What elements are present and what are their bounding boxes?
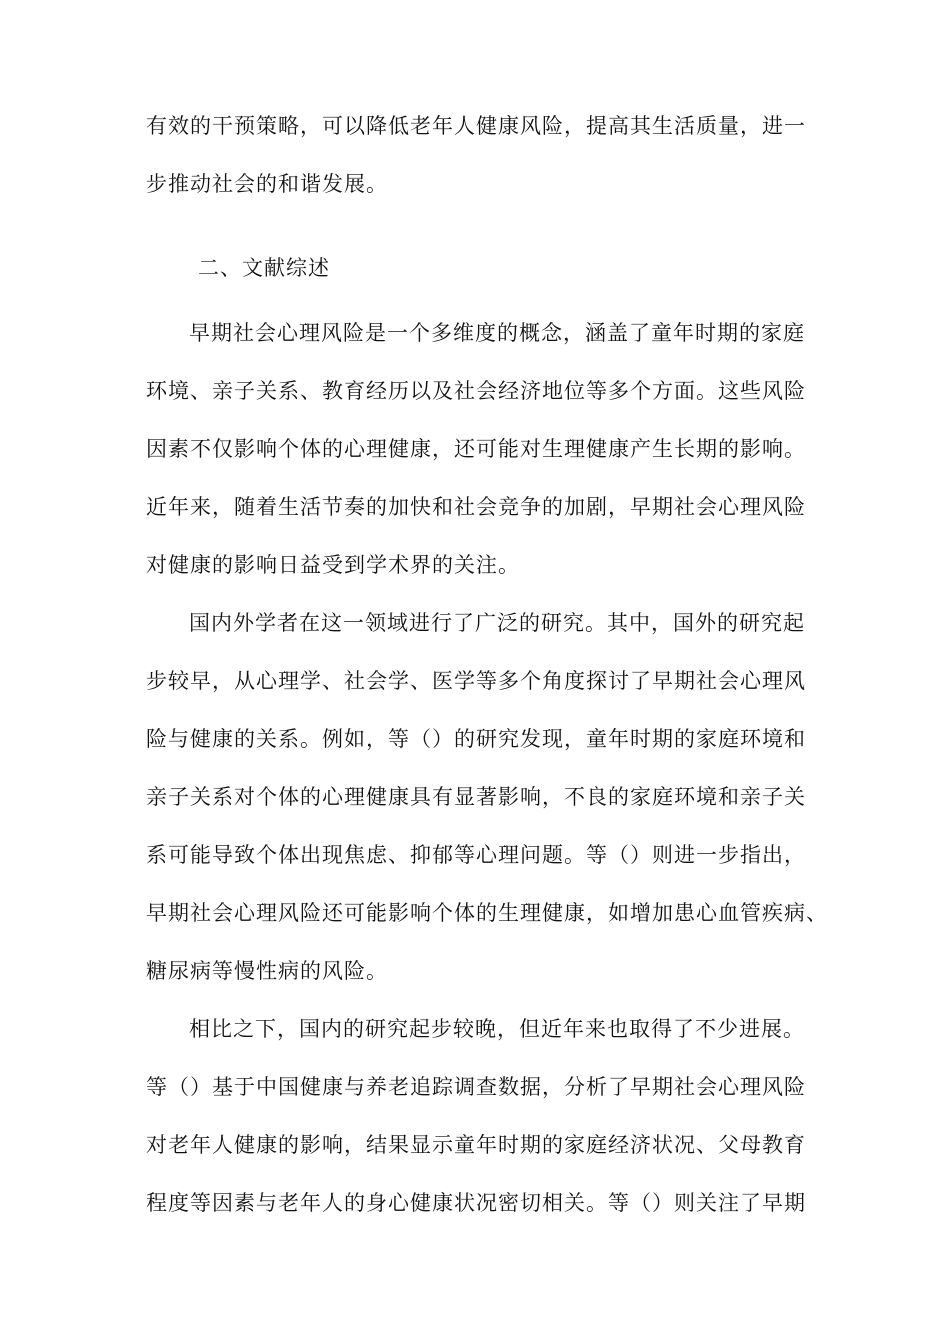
- text-line: 近年来，随着生活节奏的加快和社会竞争的加剧，早期社会心理风险: [146, 495, 806, 519]
- text-line: 程度等因素与老年人的身心健康状况密切相关。等（）则关注了早期: [146, 1191, 806, 1215]
- text-line: 险与健康的关系。例如，等（）的研究发现，童年时期的家庭环境和: [146, 727, 806, 751]
- section-heading: 二、文献综述: [198, 256, 330, 280]
- text-line: 相比之下，国内的研究起步较晚，但近年来也取得了不少进展。: [189, 1017, 805, 1041]
- text-line: 步较早，从心理学、社会学、医学等多个角度探讨了早期社会心理风: [146, 669, 806, 693]
- text-line: 环境、亲子关系、教育经历以及社会经济地位等多个方面。这些风险: [146, 379, 806, 403]
- text-line: 因素不仅影响个体的心理健康，还可能对生理健康产生长期的影响。: [146, 437, 806, 461]
- text-line: 等（）基于中国健康与养老追踪调查数据，分析了早期社会心理风险: [146, 1075, 806, 1099]
- text-line: 对老年人健康的影响，结果显示童年时期的家庭经济状况、父母教育: [146, 1133, 806, 1157]
- text-line: 国内外学者在这一领域进行了广泛的研究。其中，国外的研究起: [189, 611, 805, 635]
- text-line: 早期社会心理风险是一个多维度的概念，涵盖了童年时期的家庭: [189, 321, 805, 345]
- text-line: 系可能导致个体出现焦虑、抑郁等心理问题。等（）则进一步指出，: [146, 843, 806, 867]
- text-line: 有效的干预策略，可以降低老年人健康风险，提高其生活质量，进一: [146, 114, 806, 138]
- text-line: 亲子关系对个体的心理健康具有显著影响，不良的家庭环境和亲子关: [146, 785, 806, 809]
- text-line: 糖尿病等慢性病的风险。: [146, 959, 388, 983]
- text-line: 早期社会心理风险还可能影响个体的生理健康，如增加患心血管疾病、: [146, 901, 828, 925]
- text-line: 对健康的影响日益受到学术界的关注。: [146, 553, 520, 577]
- text-line: 步推动社会的和谐发展。: [146, 172, 388, 196]
